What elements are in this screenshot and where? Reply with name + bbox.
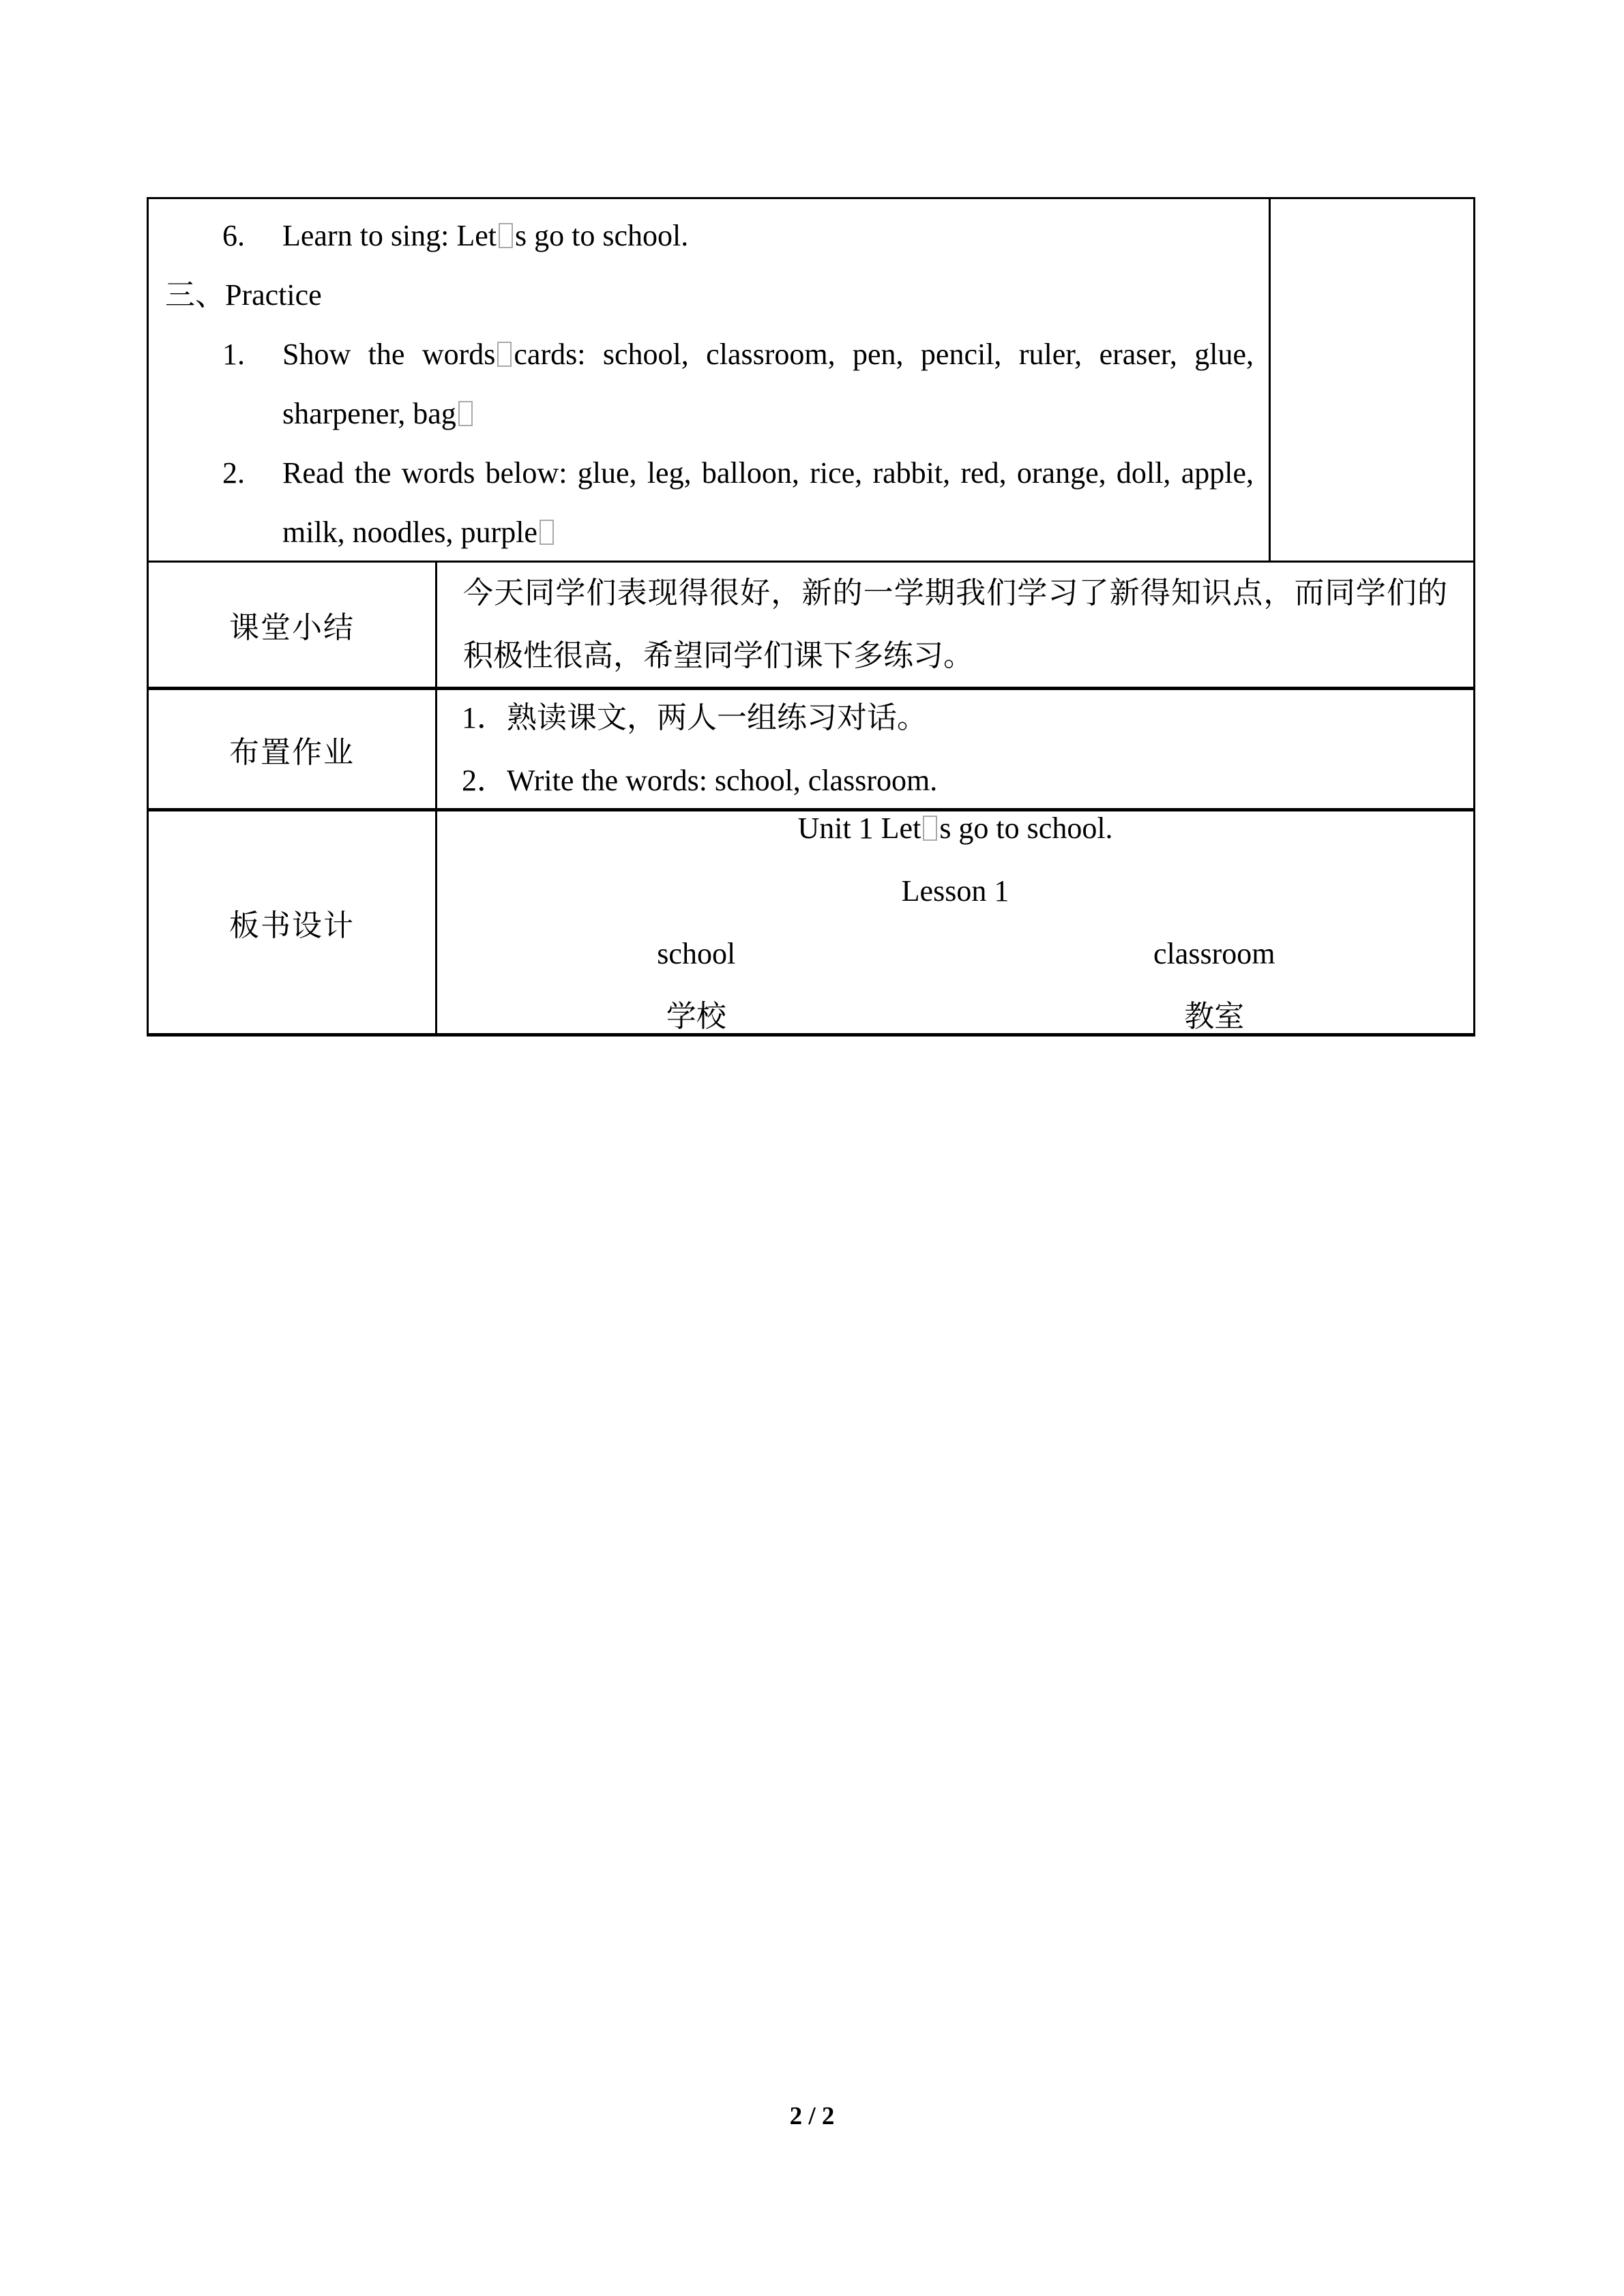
homework-content-cell	[437, 690, 1473, 808]
board-design-row	[149, 808, 1473, 1033]
procedure-row	[149, 199, 1473, 561]
practice-item-2-number: 2.	[222, 456, 245, 490]
board-word-school-zh: 学校	[666, 999, 726, 1033]
step-6-number: 6.	[222, 219, 245, 252]
board-word-school: school	[657, 936, 736, 970]
board-word-classroom: classroom	[1153, 936, 1275, 970]
homework-row	[149, 687, 1473, 808]
page-number: 2 / 2	[789, 2102, 835, 2130]
empty-side-cell	[1269, 199, 1473, 561]
board-title-line: Unit 1 Let s go to school.	[797, 811, 1113, 845]
step-6-text: Learn to sing: Let s go to school.	[282, 219, 689, 252]
practice-item-2	[149, 443, 1269, 562]
homework-item-2: 2．Write the words: school, classroom.	[462, 763, 938, 797]
board-design-content-cell	[437, 811, 1473, 1033]
homework-row-label: 布置作业	[149, 690, 437, 808]
summary-content-text: 今天同学们表现得很好，新的一学期我们学习了新得知识点，而同学们的积极性很高，希望同学们课下多练习。	[463, 576, 1447, 672]
missing-glyph-box	[497, 342, 512, 367]
lesson-plan-table	[147, 197, 1475, 1037]
practice-item-1-number: 1.	[222, 338, 245, 371]
board-lesson-line: Lesson 1	[901, 874, 1009, 908]
missing-glyph-box	[540, 520, 554, 545]
procedure-step-6	[149, 206, 1269, 265]
missing-glyph-box	[458, 401, 473, 426]
homework-item-1: 1．熟读课文，两人一组练习对话。	[462, 700, 927, 734]
practice-item-1-text: Show the words cards: school, classroom, pen, pencil, ruler, eraser, glue, sharpener, bag	[282, 338, 1254, 430]
board-word-classroom-zh: 教室	[1184, 999, 1245, 1033]
summary-row	[149, 561, 1473, 687]
missing-glyph-box	[923, 816, 937, 841]
missing-glyph-box	[499, 223, 513, 248]
board-words-english	[437, 923, 1473, 985]
practice-item-2-text: Read the words below: glue, leg, balloon, rice, rabbit, red, orange, doll, apple, milk, noodles, purple	[282, 456, 1254, 549]
board-words-chinese	[437, 985, 1473, 1048]
practice-item-1	[149, 325, 1269, 443]
summary-content-cell	[437, 563, 1473, 687]
section-heading-practice: 三、Practice	[165, 278, 322, 312]
procedure-content-cell	[149, 199, 1269, 561]
summary-row-label: 课堂小结	[149, 563, 437, 687]
board-design-row-label: 板书设计	[149, 811, 437, 1033]
